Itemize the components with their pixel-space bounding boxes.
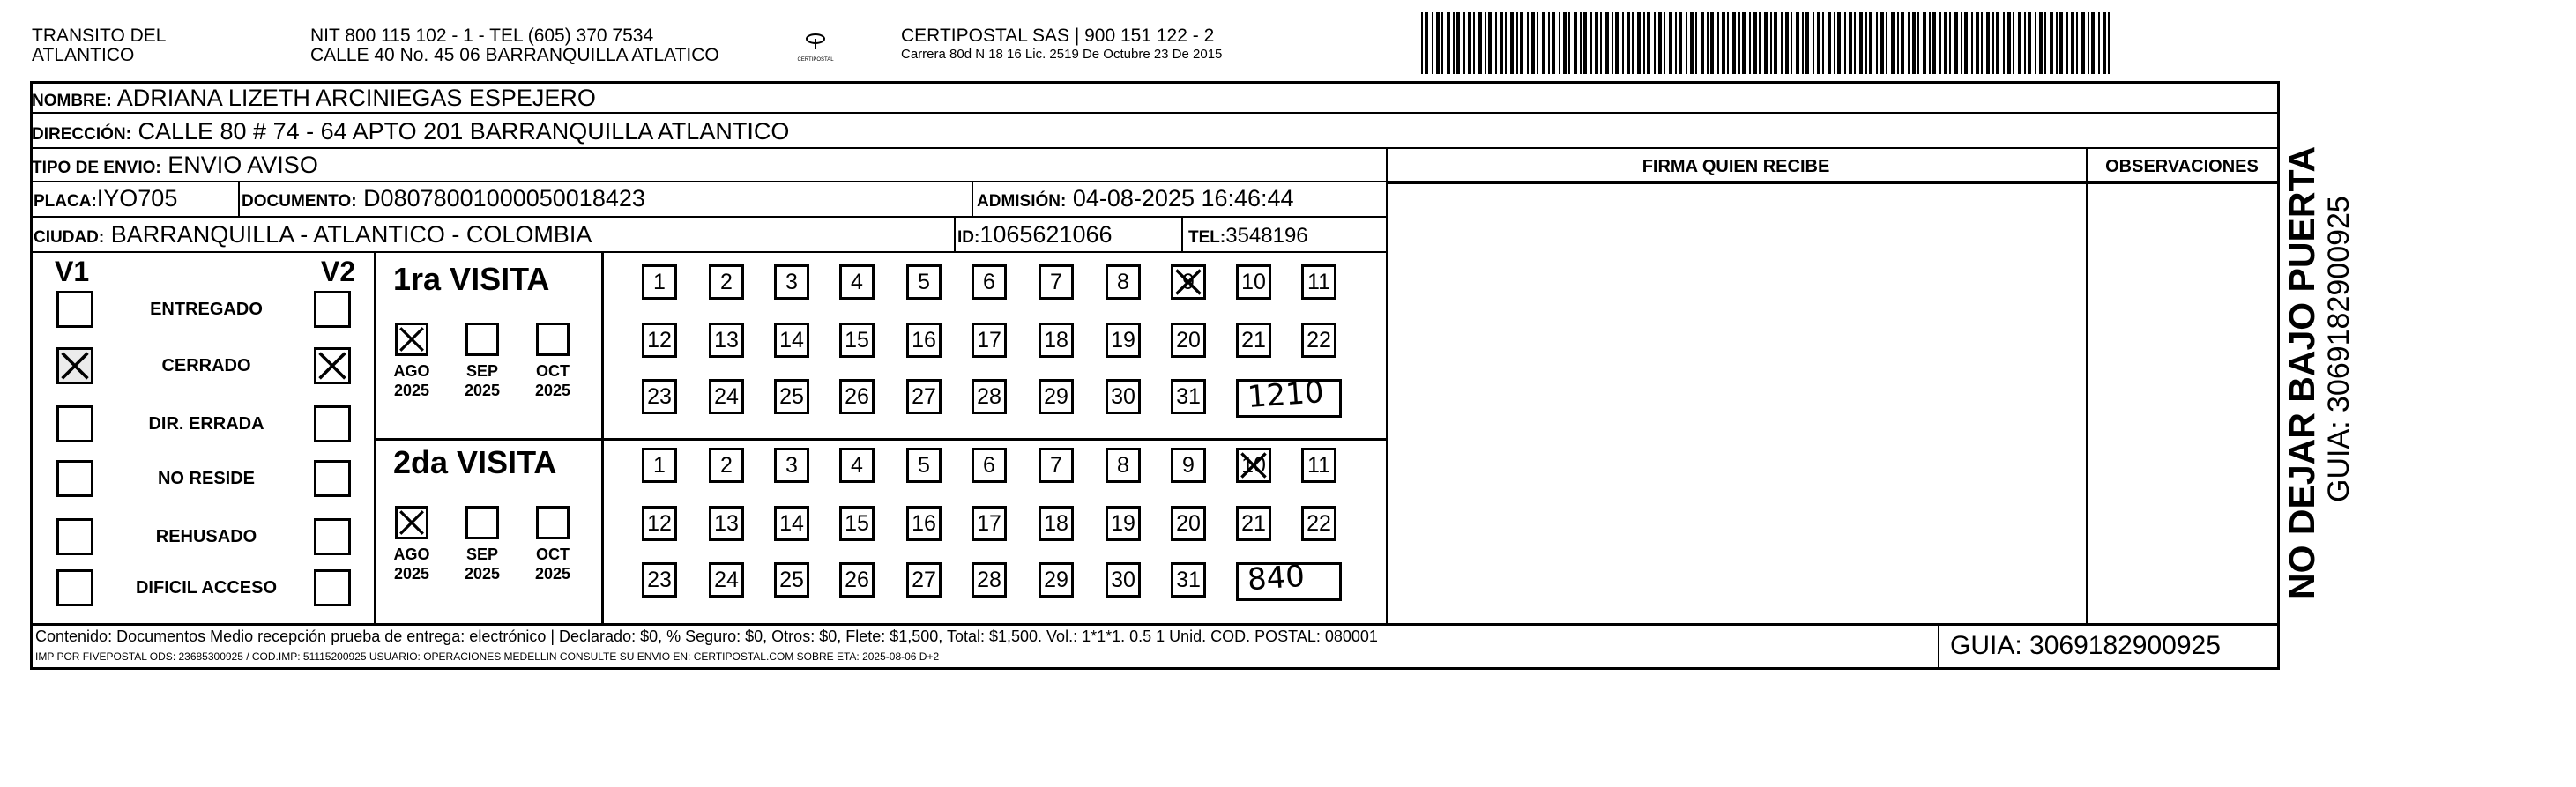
day-box[interactable]: 2: [709, 448, 744, 483]
day-box[interactable]: 27: [906, 562, 942, 598]
month-checkbox[interactable]: [465, 323, 499, 356]
documento-label: DOCUMENTO:: [242, 192, 357, 211]
footer-divider: [32, 623, 2278, 626]
month-year: 2025: [393, 565, 430, 583]
day-box[interactable]: 14: [774, 323, 809, 358]
documento-value: D08078001000050018423: [363, 185, 645, 212]
day-box[interactable]: 28: [972, 562, 1007, 598]
day-box[interactable]: 21: [1236, 323, 1271, 358]
placa-value: IYO705: [96, 185, 178, 212]
v2-label: V2: [321, 256, 356, 287]
month-checkbox[interactable]: [536, 506, 570, 539]
day-box[interactable]: 19: [1106, 323, 1141, 358]
footer-line1: Contenido: Documentos Medio recepción prueba de entrega: electrónico | Declarado: $0, % Seguro: $0, Otros: $0, Flete: $1,500, Total: $1,500. Vol.: 1*1*1. 0.5 1 Unid. COD. POSTAL: 080001: [35, 627, 1378, 645]
id-value: 1065621066: [979, 221, 1113, 248]
visit-divider: [374, 438, 1386, 441]
day-box[interactable]: 5: [906, 264, 942, 300]
direccion-value: CALLE 80 # 74 - 64 APTO 201 BARRANQUILLA ATLANTICO: [138, 118, 790, 145]
day-box[interactable]: 12: [642, 323, 677, 358]
day-box[interactable]: 6: [972, 264, 1007, 300]
day-box[interactable]: 7: [1039, 448, 1074, 483]
id-label: ID:: [957, 228, 980, 247]
day-box[interactable]: 8: [1106, 448, 1141, 483]
agency-address: CALLE 40 No. 45 06 BARRANQUILLA ATLATICO: [310, 45, 719, 65]
day-box[interactable]: 17: [972, 506, 1007, 541]
tipo-value: ENVIO AVISO: [168, 152, 318, 178]
day-box[interactable]: 4: [839, 448, 875, 483]
month-label: [526, 361, 579, 400]
day-box[interactable]: 16: [906, 506, 942, 541]
divider: [972, 182, 973, 218]
visit2-label: 2da VISITA: [393, 444, 557, 480]
day-box[interactable]: 31: [1171, 562, 1206, 598]
day-box[interactable]: 4: [839, 264, 875, 300]
divider: [1938, 623, 1939, 669]
v1-checkbox[interactable]: [56, 569, 93, 606]
courier-name: CERTIPOSTAL SAS | 900 151 122 - 2: [901, 26, 1215, 46]
day-box[interactable]: 10: [1236, 264, 1271, 300]
month-year: 2025: [393, 382, 430, 399]
day-box[interactable]: 5: [906, 448, 942, 483]
month-name: OCT: [536, 362, 570, 380]
day-box[interactable]: 29: [1039, 562, 1074, 598]
direccion-row: [32, 114, 2278, 149]
placa-label: PLACA:: [34, 192, 97, 211]
day-box[interactable]: 24: [709, 379, 744, 414]
v1-label: V1: [55, 256, 90, 287]
reason-label: DIFICIL ACCESO: [135, 578, 277, 598]
day-box[interactable]: 18: [1039, 506, 1074, 541]
day-box[interactable]: 9: [1171, 448, 1206, 483]
day-box[interactable]: 13: [709, 323, 744, 358]
v2-checkbox[interactable]: [314, 347, 351, 384]
ciudad-value: BARRANQUILLA - ATLANTICO - COLOMBIA: [110, 221, 592, 248]
day-box[interactable]: 25: [774, 562, 809, 598]
day-box[interactable]: 27: [906, 379, 942, 414]
admision-value: 04-08-2025 16:46:44: [1072, 185, 1294, 212]
footer-line2: IMP POR FIVEPOSTAL ODS: 23685300925 / COD.IMP: 51115200925 USUARIO: OPERACIONES MEDELLIN CONSULTE SU ENVIO EN: CERTIPOSTAL.COM SOBRE ETA: 2025-08-06 D+2: [35, 650, 940, 663]
agency-name-line1: TRANSITO DEL: [32, 26, 167, 46]
day-box[interactable]: 23: [642, 562, 677, 598]
agency-nit: NIT 800 115 102 - 1 - TEL (605) 370 7534: [310, 26, 654, 46]
day-box[interactable]: 30: [1106, 562, 1141, 598]
month-checkbox[interactable]: [395, 323, 428, 356]
month-label: [385, 545, 438, 583]
day-box[interactable]: 26: [839, 379, 875, 414]
day-box[interactable]: 1: [642, 448, 677, 483]
nombre-value: ADRIANA LIZETH ARCINIEGAS ESPEJERO: [116, 85, 596, 111]
day-box[interactable]: 23: [642, 379, 677, 414]
reason-label: REHUSADO: [155, 527, 257, 546]
day-box[interactable]: 18: [1039, 323, 1074, 358]
v1-checkbox[interactable]: [56, 518, 93, 555]
reason-label: NO RESIDE: [157, 469, 256, 488]
courier-address: Carrera 80d N 18 16 Lic. 2519 De Octubre 23 De 2015: [901, 47, 1223, 62]
firma-column-divider: [1386, 149, 1388, 625]
day-box[interactable]: 21: [1236, 506, 1271, 541]
divider: [238, 182, 240, 218]
v2-checkbox[interactable]: [314, 291, 351, 328]
v1-checkbox[interactable]: [56, 460, 93, 497]
day-box[interactable]: 8: [1106, 264, 1141, 300]
day-box[interactable]: 3: [774, 264, 809, 300]
day-box[interactable]: 15: [839, 506, 875, 541]
day-box[interactable]: 3: [774, 448, 809, 483]
day-box[interactable]: 16: [906, 323, 942, 358]
v2-checkbox[interactable]: [314, 518, 351, 555]
v1-checkbox[interactable]: [56, 347, 93, 384]
day-box[interactable]: 17: [972, 323, 1007, 358]
certipostal-logo: [793, 26, 838, 62]
month-name: SEP: [465, 362, 499, 380]
day-box[interactable]: 1: [642, 264, 677, 300]
day-box[interactable]: 22: [1301, 506, 1336, 541]
day-box[interactable]: 9: [1171, 264, 1206, 300]
admision-label: ADMISIÓN:: [977, 192, 1067, 211]
day-box[interactable]: 12: [642, 506, 677, 541]
v2-checkbox[interactable]: [314, 405, 351, 442]
visit1-label: 1ra VISITA: [393, 261, 550, 297]
month-checkbox[interactable]: [536, 323, 570, 356]
month-name: AGO: [393, 546, 430, 563]
side-text: [2282, 106, 2356, 599]
ciudad-label: CIUDAD:: [34, 228, 105, 247]
month-name: AGO: [393, 362, 430, 380]
side-guia: GUIA: 3069182900925: [2322, 196, 2356, 502]
month-year: 2025: [534, 382, 571, 399]
barcode: [1421, 12, 2111, 74]
nombre-label: NOMBRE:: [32, 92, 112, 110]
v1-checkbox[interactable]: [56, 405, 93, 442]
courier-info: [901, 26, 1222, 63]
day-box[interactable]: 14: [774, 506, 809, 541]
handwritten-time: 1210: [1246, 375, 1325, 415]
month-checkbox[interactable]: [465, 506, 499, 539]
reason-label: DIR. ERRADA: [148, 414, 264, 434]
day-box[interactable]: 31: [1171, 379, 1206, 414]
day-box[interactable]: 20: [1171, 323, 1206, 358]
day-box[interactable]: 11: [1301, 264, 1336, 300]
day-box[interactable]: 20: [1171, 506, 1206, 541]
divider: [1181, 218, 1183, 253]
divider: [954, 218, 956, 253]
day-box[interactable]: 15: [839, 323, 875, 358]
tel-value: 3548196: [1225, 224, 1308, 248]
side-warning: NO DEJAR BAJO PUERTA: [2282, 145, 2322, 599]
agency-info: [310, 26, 719, 65]
firma-header: FIRMA QUIEN RECIBE: [1642, 157, 1830, 176]
day-box[interactable]: 6: [972, 448, 1007, 483]
v2-checkbox[interactable]: [314, 569, 351, 606]
day-box[interactable]: 25: [774, 379, 809, 414]
v1-checkbox[interactable]: [56, 291, 93, 328]
day-box[interactable]: 7: [1039, 264, 1074, 300]
v2-checkbox[interactable]: [314, 460, 351, 497]
day-box[interactable]: 26: [839, 562, 875, 598]
month-label: [456, 545, 509, 583]
month-name: OCT: [536, 546, 570, 563]
tipo-label: TIPO DE ENVIO:: [32, 159, 161, 177]
day-box[interactable]: 13: [709, 506, 744, 541]
tel-label: TEL:: [1188, 228, 1226, 247]
day-box[interactable]: 2: [709, 264, 744, 300]
month-year: 2025: [464, 382, 501, 399]
month-year: 2025: [534, 565, 571, 583]
time-box: [1236, 375, 1342, 418]
footer-guia: GUIA: 3069182900925: [1950, 631, 2221, 660]
month-label: [385, 361, 438, 400]
month-label: [526, 545, 579, 583]
day-box[interactable]: 28: [972, 379, 1007, 414]
observaciones-column-divider: [2086, 149, 2088, 625]
logo-text: CERTIPOSTAL: [797, 57, 834, 63]
direccion-label: DIRECCIÓN:: [32, 125, 131, 144]
placa-row: [32, 182, 1386, 218]
day-box[interactable]: 24: [709, 562, 744, 598]
header-underline: [1386, 182, 2278, 184]
agency-name: [32, 26, 166, 65]
reason-label: ENTREGADO: [150, 300, 263, 319]
agency-name-line2: ATLANTICO: [32, 45, 135, 65]
nombre-row: [32, 84, 2278, 114]
day-box[interactable]: 22: [1301, 323, 1336, 358]
day-box[interactable]: 29: [1039, 379, 1074, 414]
day-box[interactable]: 11: [1301, 448, 1336, 483]
month-label: [456, 361, 509, 400]
day-box[interactable]: 19: [1106, 506, 1141, 541]
day-box[interactable]: 30: [1106, 379, 1141, 414]
reason-label: CERRADO: [161, 356, 251, 375]
observaciones-header: OBSERVACIONES: [2105, 157, 2259, 176]
month-name: SEP: [465, 546, 499, 563]
handwritten-time: 840: [1246, 558, 1307, 598]
time-box: [1236, 558, 1342, 601]
month-year: 2025: [464, 565, 501, 583]
day-box[interactable]: 10: [1236, 448, 1271, 483]
month-checkbox[interactable]: [395, 506, 428, 539]
